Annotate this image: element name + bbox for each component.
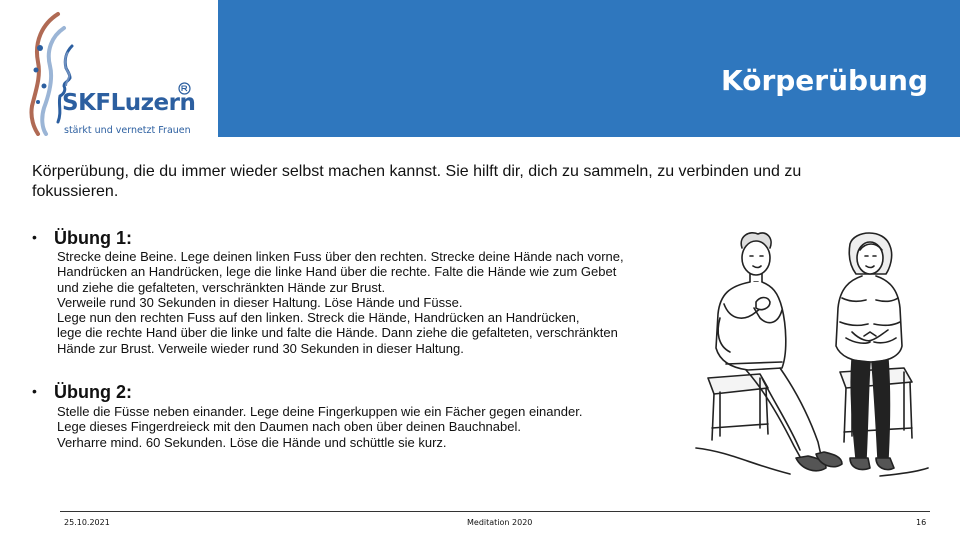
bullet-icon: • [32, 229, 37, 245]
intro-line: Körperübung, die du immer wieder selbst machen kannst. Sie hilft dir, dich zu sammeln, zu verbinden und zu [32, 163, 802, 180]
body-line: Stelle die Füsse neben einander. Lege deine Fingerkuppen wie ein Fächer gegen einander. [57, 404, 583, 419]
section-heading-uebung-2 [32, 382, 132, 403]
section-title: Übung 2: [54, 382, 132, 402]
section-body-uebung-2 [57, 404, 697, 450]
body-line: Handrücken an Handrücken, lege die linke Hand über die rechte. Falte die Hände wie zum Gebet [57, 264, 617, 280]
footer-divider [60, 511, 930, 512]
body-line: Lege dieses Fingerdreieck mit den Daumen nach oben über deinen Bauchnabel. [57, 419, 521, 435]
woman-silhouette-icon [28, 10, 78, 136]
body-line: Verharre mind. 60 Sekunden. Löse die Hände und schüttle sie kurz. [57, 434, 447, 450]
section-body-uebung-1 [57, 249, 697, 356]
body-line: Hände zur Brust. Verweile wieder rund 30 Sekunden in dieser Haltung. [57, 340, 464, 356]
section-heading-uebung-1 [32, 228, 132, 249]
two-people-seated-exercise-illustration [690, 228, 932, 492]
section-title: Übung 1: [54, 228, 132, 248]
page-number: 16 [916, 518, 927, 527]
logo-brand: SKFLuzern [62, 90, 196, 116]
footer-date: 25.10.2021 [64, 518, 110, 527]
body-line: Verweile rund 30 Sekunden in dieser Haltung. Löse Hände und Füsse. [57, 294, 463, 310]
logo [0, 0, 218, 138]
bullet-icon: • [32, 383, 37, 399]
body-line: lege die rechte Hand über die linke und falte die Hände. Dann ziehe die gefalteten, verschränkten [57, 325, 618, 341]
body-line: Lege nun den rechten Fuss auf den linken. Streck die Hände, Handrücken an Handrücken, [57, 310, 580, 326]
body-line: Strecke deine Beine. Lege deinen linken Fuss über den rechten. Strecke deine Hände nach vorne, [57, 249, 624, 264]
intro-line: fokussieren. [32, 183, 119, 200]
header-band [218, 0, 960, 137]
page-title: Körperübung [721, 64, 928, 97]
body-line: und ziehe die gefalteten, verschränkten Hände zur Brust. [57, 279, 386, 295]
logo-tagline: stärkt und vernetzt Frauen [64, 125, 191, 136]
footer-title: Meditation 2020 [467, 518, 533, 527]
intro-text [32, 162, 932, 202]
